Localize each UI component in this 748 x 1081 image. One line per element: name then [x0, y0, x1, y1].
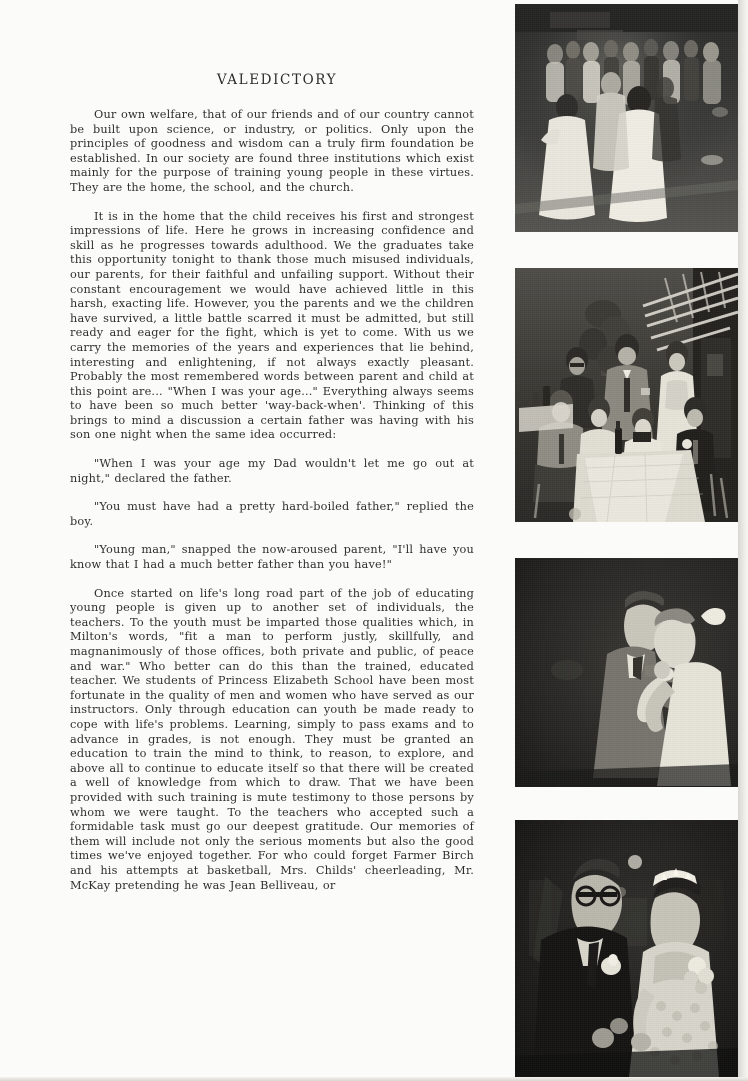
paragraph-2: It is in the home that the child receives his first and strongest impressions of life. Here he grows in increasing confidence and skill as he progresses towards adulthood. We the graduates take this opportunity tonight to thank those much misused individuals, our parents, for their faithful and unfailing support. Without their constant encouragement we would have achieved little in this harsh, exacting life. However, you the parents and we the children have survived, a little battle scarred it must be admitted, but still ready and eager for the fight, which is yet to come. With us we carry the memories of the years and experiences that lie behind, interesting and enlightening, if not always exactly pleasant. Probably the most remembered words between parent and child at this point are... "When I was your age..." Everything always seems to have been so much better 'way-back-when'. Thinking of this brings to mind a discussion a certain father was having with his son one night when the same idea occurred:	[70, 209, 474, 442]
paragraph-1: Our own welfare, that of our friends and of our country cannot be built upon science, or industry, or politics. Only upon the principles of goodness and wisdom can a truly firm foundation be established. In our society are found three institutions which exist mainly for the purpose of training young people in these virtues. They are the home, the school, and the church.	[70, 108, 474, 194]
photo-banquet-table-group	[515, 268, 738, 522]
page-title: VALEDICTORY	[216, 72, 338, 88]
paragraph-quote-parent: "Young man," snapped the now-aroused parent, "I'll have you know that I had a much better father than you have!"	[70, 543, 474, 572]
paragraph-quote-father: "When I was your age my Dad wouldn't let me go out at night," declared the father.	[70, 457, 474, 485]
photo-dancing-couple-image	[515, 558, 738, 787]
photo-dance-floor-crowd	[515, 4, 738, 232]
photo-formal-couple-portrait-image	[515, 820, 738, 1077]
paragraph-quote-boy: "You must have had a pretty hard-boiled father," replied the boy.	[70, 500, 474, 528]
page-bottom-edge	[0, 1077, 748, 1081]
photo-banquet-table-group-image	[515, 268, 738, 522]
photo-dance-floor-crowd-image	[515, 4, 738, 232]
article-text-column	[70, 72, 474, 893]
photo-dancing-couple	[515, 558, 738, 787]
photo-formal-couple-portrait	[515, 820, 738, 1077]
paragraph-3: Once started on life's long road part of the job of educating young people is given up to another set of individuals, the teachers. To the youth must be imparted those qualities which, in Milton's words, "fit a man to perform justly, skillfully, and magnanimously of those offices, both private and public, of peace and war." Who better can do this than the trained, educated teacher. We students of Princess Elizabeth School have been most fortunate in the quality of men and women who have served as our instructors. Only through education can youth be made ready to cope with life's problems. Learning, simply to pass exams and to advance in grades, is not enough. They must be granted an education to train the mind to think, to reason, to explore, and above all to continue to educate itself so that there will be created a well of knowledge from which to draw. That we have been provided with such training is mute testimony to those persons by whom we were taught. To the teachers who accepted such a formidable task must go our deepest gratitude. Our memories of them will include not only the serious moments but also the good times we've enjoyed together. For who could forget Farmer Birch and his attempts at basketball, Mrs. Childs' cheerleading, Mr. McKay pretending he was Jean Belliveau, or	[70, 586, 474, 892]
page-right-edge	[738, 0, 748, 1081]
